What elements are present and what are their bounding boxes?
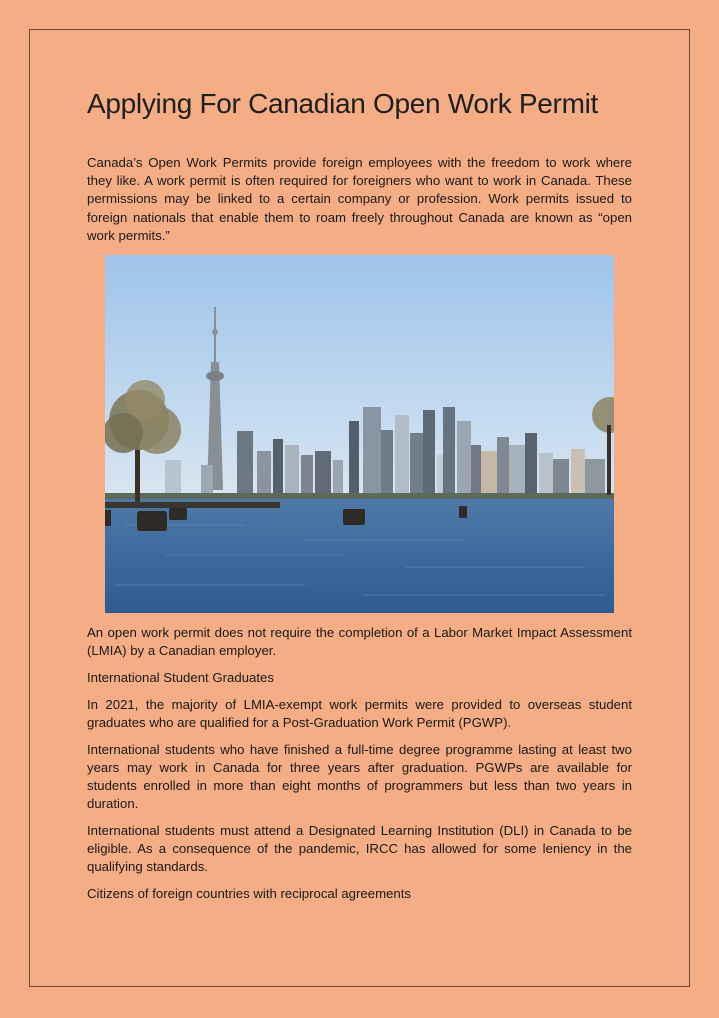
- body-section: [87, 624, 632, 912]
- body-paragraph-pgwp: International students who have finished a full-time degree programme lasting at least two years may work in Canada for three years after graduation. PGWPs are available for students enrolled in more than eight months of programmers but less than two years in duration.: [87, 741, 632, 812]
- body-paragraph-2021: In 2021, the majority of LMIA-exempt work permits were provided to overseas student graduates who are qualified for a Post-Graduation Work Permit (PGWP).: [87, 696, 632, 730]
- body-paragraph-lmia: An open work permit does not require the completion of a Labor Market Impact Assessment (LMIA) by a Canadian employer.: [87, 625, 632, 659]
- intro-section: [87, 154, 632, 245]
- section-heading-graduates: International Student Graduates: [87, 669, 274, 685]
- document-title: Applying For Canadian Open Work Permit: [87, 88, 598, 119]
- intro-paragraph: Canada’s Open Work Permits provide foreign employees with the freedom to work where they like. A work permit is often required for foreigners who want to work in Canada. These permissions may be linked to a certain company or profession. Work permits issued to foreign nationals that enable them to roam freely throughout Canada are known as “open work permits.”: [87, 155, 632, 243]
- toronto-skyline-photo: [105, 255, 614, 613]
- section-heading-reciprocal: Citizens of foreign countries with reciprocal agreements: [87, 885, 411, 901]
- body-paragraph-dli: International students must attend a Designated Learning Institution (DLI) in Canada to be eligible. As a consequence of the pandemic, IRCC has allowed for some leniency in the qualifying standards.: [87, 822, 632, 875]
